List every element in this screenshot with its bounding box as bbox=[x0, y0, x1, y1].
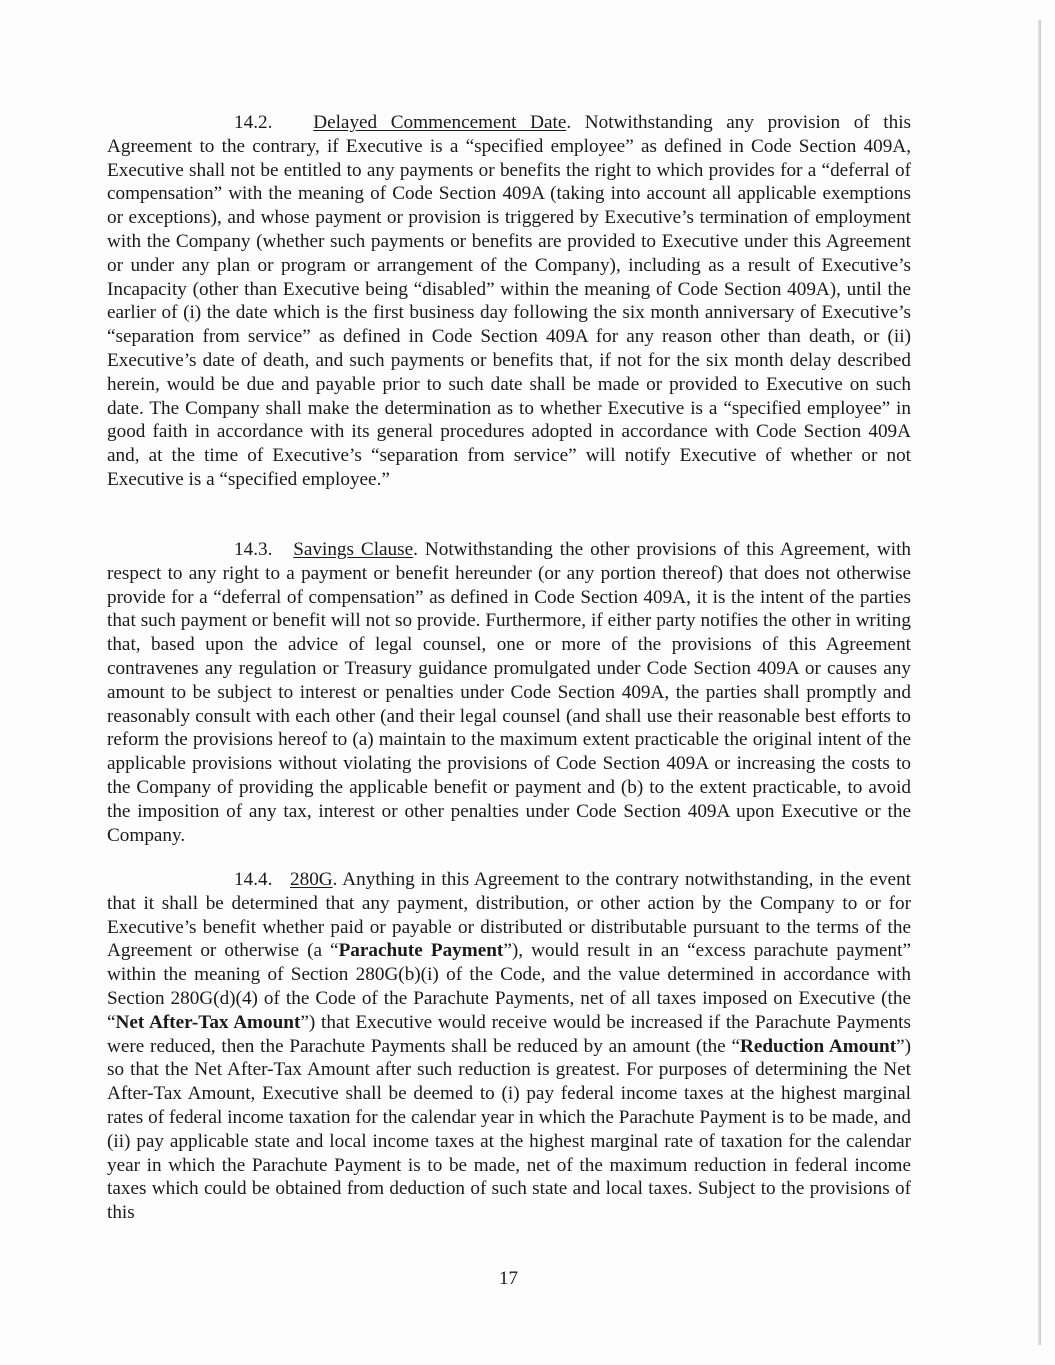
section-14-4 bbox=[107, 868, 911, 1225]
paragraph-14-2 bbox=[107, 111, 911, 492]
section-body: . Notwithstanding any provision of this Agreement to the contrary, if Executive is a “specified employee” as defined in Code Section 409A, Executive shall not be entitled to any payments or benefits the right to which provides for a “deferral of compensation” with the meaning of Code Section 409A (taking into account all applicable exemptions or exceptions), and whose payment or provision is triggered by Executive’s termination of employment with the Company (whether such payments or benefits are provided to Executive under this Agreement or under any plan or program or arrangement of the Company), including as a result of Executive’s Incapacity (other than Executive being “disabled” within the meaning of Code Section 409A), until the earlier of (i) the date which is the first business day following the six month anniversary of Executive’s “separation from service” as defined in Code Section 409A for any reason other than death, or (ii) Executive’s date of death, and such payments or benefits that, if not for the six month delay described herein, would be due and payable prior to such date shall be made or provided to Executive on such date. The Company shall make the determination as to whether Executive is a “specified employee” in good faith in accordance with its general procedures adopted in accordance with Code Section 409A and, at the time of Executive’s “separation from service” will notify Executive of whether or not Executive is a “specified employee.” bbox=[107, 112, 912, 490]
section-body-part: ”) so that the Net After-Tax Amount after such reduction is greatest. For purposes of determining the Net After-Tax Amount, Executive shall be deemed to (i) pay federal income taxes at the highest marginal rates of federal income taxation for the calendar year in which the Parachute Payment is to be made, and (ii) pay applicable state and local income taxes at the highest marginal rate of taxation for the calendar year in which the Parachute Payment is to be made, net of the maximum reduction in federal income taxes which could be obtained from deduction of such state and local taxes. Subject to the provisions of this bbox=[107, 1035, 911, 1224]
defined-term: Net After-Tax Amount bbox=[115, 1011, 301, 1033]
paragraph-14-4 bbox=[107, 868, 911, 1225]
section-body-part: ”) that Executive would receive would be increased if the Parachute Payments were reduced, then the Parachute Payments shall be reduced by an amount (the “ bbox=[107, 1011, 911, 1057]
page-number: 17 bbox=[499, 1268, 518, 1289]
page-edge-shadow bbox=[1038, 20, 1041, 1345]
defined-term: Parachute Payment bbox=[338, 940, 504, 962]
section-14-2 bbox=[107, 111, 911, 492]
section-number: 14.2. bbox=[234, 112, 273, 133]
paragraph-14-3 bbox=[107, 538, 911, 847]
section-heading: Savings Clause bbox=[293, 539, 414, 560]
section-heading: Delayed Commencement Date bbox=[313, 112, 567, 133]
section-body-part: ”), would result in an “excess parachute payment” within the meaning of Section 280G(b)(i) of the Code, and the value determined in accordance with Section 280G(d)(4) of the Code of the Parachute Payments, net of all taxes imposed on Executive (the “ bbox=[107, 940, 911, 1033]
section-heading: 280G bbox=[290, 869, 333, 890]
section-number: 14.3. bbox=[234, 539, 273, 560]
section-body-part: . Anything in this Agreement to the contrary notwithstanding, in the event that it shall be determined that any payment, distribution, or other action by the Company to or for Executive’s benefit whether paid or payable or distributed or distributable pursuant to the terms of the Agreement or otherwise (a “ bbox=[107, 869, 911, 962]
section-14-3 bbox=[107, 538, 911, 847]
section-body: . Notwithstanding the other provisions of this Agreement, with respect to any right to a payment or benefit hereunder (or any portion thereof) that does not otherwise provide for a “deferral of compensation” as defined in Code Section 409A, it is the intent of the parties that such payment or benefit will not so provide. Furthermore, if either party notifies the other in writing that, based upon the advice of legal counsel, one or more of the provisions of this Agreement contravenes any regulation or Treasury guidance promulgated under Code Section 409A or causes any amount to be subject to interest or penalties under Code Section 409A, the parties shall promptly and reasonably consult with each other (and their legal counsel (and shall use their reasonable best efforts to reform the provisions hereof to (a) maintain to the maximum extent practicable the original intent of the applicable provisions without violating the provisions of Code Section 409A or increasing the costs to the Company of providing the applicable benefit or payment and (b) to the extent practicable, to avoid the imposition of any tax, interest or other penalties under Code Section 409A upon Executive or the Company. bbox=[107, 539, 911, 846]
section-number: 14.4. bbox=[234, 869, 273, 890]
defined-term: Reduction Amount bbox=[739, 1035, 897, 1057]
